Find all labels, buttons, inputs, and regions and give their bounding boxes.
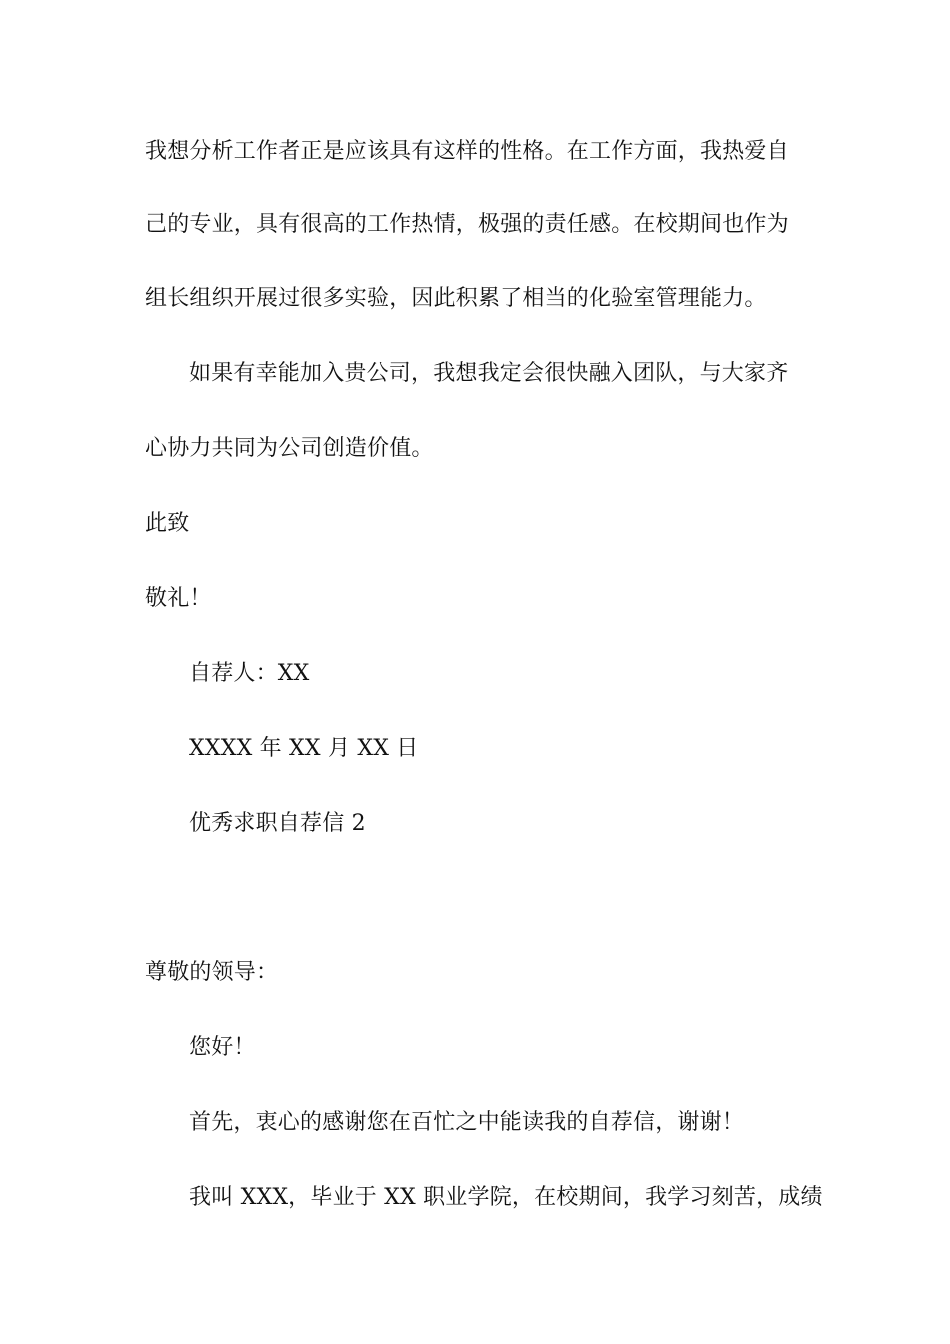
greeting-line: 尊敬的领导：: [145, 960, 279, 985]
closing-salutation: 此致: [145, 511, 190, 536]
paragraph-line: 己的专业，具有很高的工作热情，极强的责任感。在校期间也作为: [145, 212, 789, 237]
paragraph-line: 如果有幸能加入贵公司，我想我定会很快融入团队，与大家齐: [189, 361, 789, 386]
paragraph-line: 组长组织开展过很多实验，因此积累了相当的化验室管理能力。: [145, 286, 767, 311]
date-line: XXXX 年 XX 月 XX 日: [189, 736, 419, 761]
paragraph-line: 我叫 XXX，毕业于 XX 职业学院，在校期间，我学习刻苦，成绩: [189, 1185, 823, 1210]
closing-regards: 敬礼！: [145, 586, 212, 611]
greeting-hello: 您好！: [189, 1035, 256, 1060]
section-title: 优秀求职自荐信 2: [189, 811, 366, 836]
paragraph-line: 我想分析工作者正是应该具有这样的性格。在工作方面，我热爱自: [145, 139, 789, 164]
paragraph-line: 首先，衷心的感谢您在百忙之中能读我的自荐信，谢谢！: [189, 1110, 745, 1135]
paragraph-line: 心协力共同为公司创造价值。: [145, 436, 434, 461]
signature-line: 自荐人：XX: [189, 661, 310, 686]
